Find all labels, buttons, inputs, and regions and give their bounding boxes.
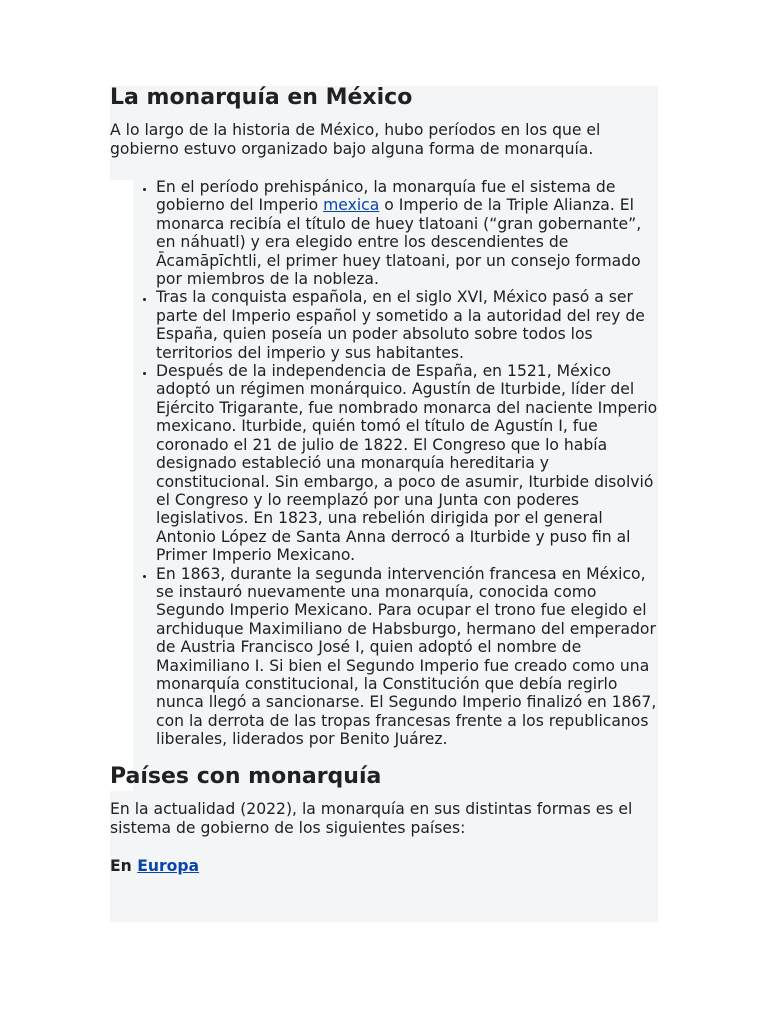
list-item bbox=[156, 178, 658, 288]
europa-link[interactable]: Europa bbox=[137, 856, 200, 875]
list-item: • Después de la independencia de España, en 1521, México adoptó un régimen monárquico. Agustín de Iturbide, líder del Ejército Trigarante, fue nombrado monarca del naciente Imperio mexicano. Iturbide, quién tomó el título de Agustín I, fue coronado el 21 de julio de 1822. El Congreso que lo había designado estableció una monarquía hereditaria y constitucional. Sin embargo, a poco de asumir, Iturbide disolvió el Congreso y lo reemplazó por una Junta con poderes legislativos. En 1823, una rebelión dirigida por el general Antonio López de Santa Anna derrocó a Iturbide y puso fin al Primer Imperio Mexicano. bbox=[156, 362, 658, 564]
history-list bbox=[110, 178, 658, 749]
article-content bbox=[110, 84, 658, 876]
list-item-text: En el período prehispánico, la monarquía fue el sistema de gobierno del Imperio bbox=[156, 178, 616, 215]
section-title-paises-monarquia: Países con monarquía bbox=[110, 763, 382, 789]
section-intro-paragraph: A lo largo de la historia de México, hubo períodos en los que el gobierno estuvo organizado bajo alguna forma de monarquía. bbox=[110, 121, 601, 158]
region-heading-europa bbox=[110, 857, 658, 876]
list-item-text: o Imperio de la Triple Alianza. El monarca recibía el título de huey tlatoani (“gran gobernante”, en náhuatl) y era elegido entre los descendientes de Ācamāpīchtli, el primer huey tlatoani, por un consejo formado por miembros de la nobleza. bbox=[156, 196, 642, 289]
mexica-link[interactable]: mexica bbox=[323, 196, 380, 215]
list-item: • En 1863, durante la segunda intervención francesa en México, se instauró nuevamente una monarquía, conocida como Segundo Imperio Mexicano. Para ocupar el trono fue elegido el archiduque Maximiliano de Habsburgo, hermano del emperador de Austria Francisco José I, quien adoptó el nombre de Maximiliano I. Si bien el Segundo Imperio fue creado como una monarquía constitucional, la Constitución que debía regirlo nunca llegó a sancionarse. El Segundo Imperio finalizó en 1867, con la derrota de las tropas francesas frente a los republicanos liberales, liderados por Benito Juárez. bbox=[156, 565, 658, 749]
region-prefix: En bbox=[110, 856, 132, 875]
section-title-monarquia-mexico: La monarquía en México bbox=[110, 85, 413, 110]
section-intro-paragraph: En la actualidad (2022), la monarquía en sus distintas formas es el sistema de gobierno de los siguientes países: bbox=[110, 799, 633, 837]
list-item: • Tras la conquista española, en el siglo XVI, México pasó a ser parte del Imperio español y sometido a la autoridad del rey de España, quien poseía un poder absoluto sobre todos los territorios del imperio y sus habitantes. bbox=[156, 288, 658, 362]
